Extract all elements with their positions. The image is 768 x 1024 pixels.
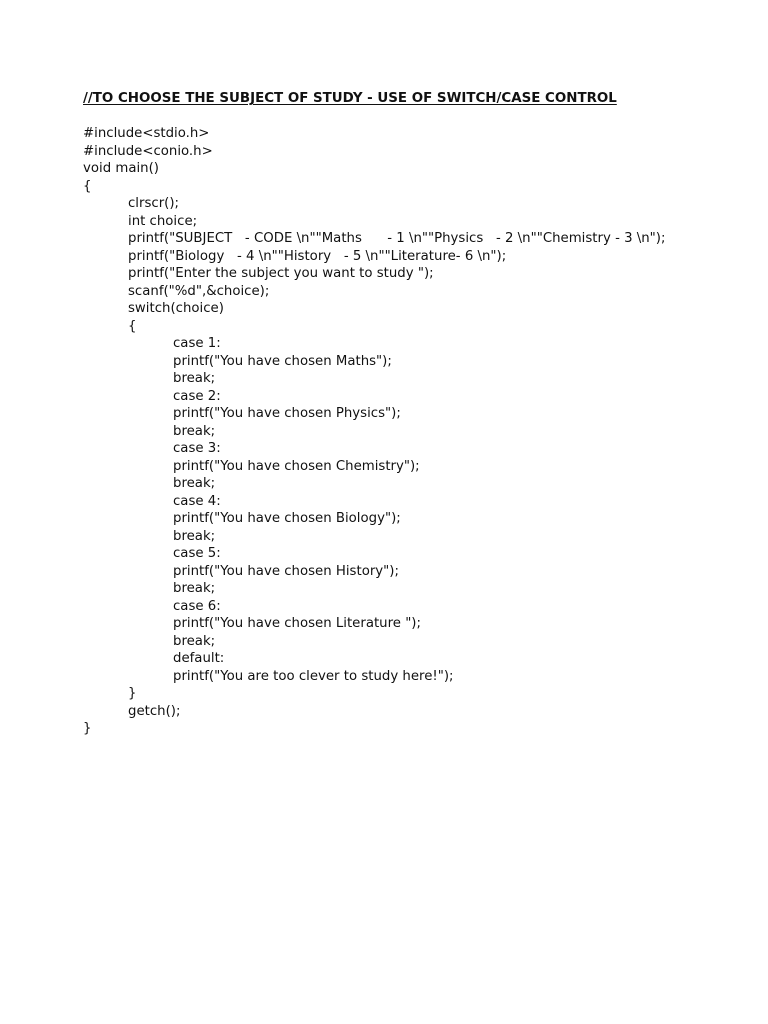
code-line: case 2: — [173, 388, 221, 404]
code-line: void main() — [83, 161, 159, 176]
code-line: scanf("%d",&choice); — [128, 283, 270, 299]
code-line: printf("You have chosen History"); — [173, 563, 399, 579]
code-line: case 6: — [173, 598, 221, 614]
code-line: printf("You have chosen Literature "); — [173, 616, 421, 631]
code-line: printf("SUBJECT - CODE \n""Maths - 1 \n""Physics - 2 \n""Chemistry - 3 \n"); — [128, 231, 666, 246]
code-line: break; — [173, 528, 216, 544]
code-line: } — [128, 686, 137, 701]
code-line: clrscr(); — [128, 196, 180, 211]
code-line: case 3: — [173, 441, 221, 456]
code-line: break; — [173, 633, 216, 649]
code-line: printf("You have chosen Physics"); — [173, 406, 401, 421]
code-line: int choice; — [128, 213, 198, 229]
document-title: //TO CHOOSE THE SUBJECT OF STUDY - USE OF SWITCH/CASE CONTROL — [83, 91, 617, 106]
code-line: break; — [173, 371, 216, 386]
code-line: getch(); — [128, 703, 181, 719]
code-line: printf("You have chosen Chemistry"); — [173, 458, 420, 474]
code-line: { — [128, 318, 137, 334]
code-line: } — [83, 721, 92, 736]
code-line: #include<conio.h> — [83, 143, 213, 159]
code-listing — [83, 125, 665, 738]
code-line: switch(choice) — [128, 301, 224, 316]
code-line: { — [83, 178, 92, 194]
code-line: printf("You are too clever to study here!"); — [173, 668, 454, 684]
code-line: case 1: — [173, 336, 221, 351]
code-line: break; — [173, 581, 216, 596]
code-line: #include<stdio.h> — [83, 126, 210, 141]
code-line: default: — [173, 651, 225, 666]
code-line: break; — [173, 423, 216, 439]
code-line: break; — [173, 476, 216, 491]
code-line: case 5: — [173, 546, 221, 561]
code-line: case 4: — [173, 493, 221, 509]
code-line: printf("You have chosen Biology"); — [173, 511, 401, 526]
code-line: printf("Enter the subject you want to study "); — [128, 266, 434, 281]
code-line: printf("Biology - 4 \n""History - 5 \n""Literature- 6 \n"); — [128, 248, 507, 264]
code-line: printf("You have chosen Maths"); — [173, 353, 392, 369]
